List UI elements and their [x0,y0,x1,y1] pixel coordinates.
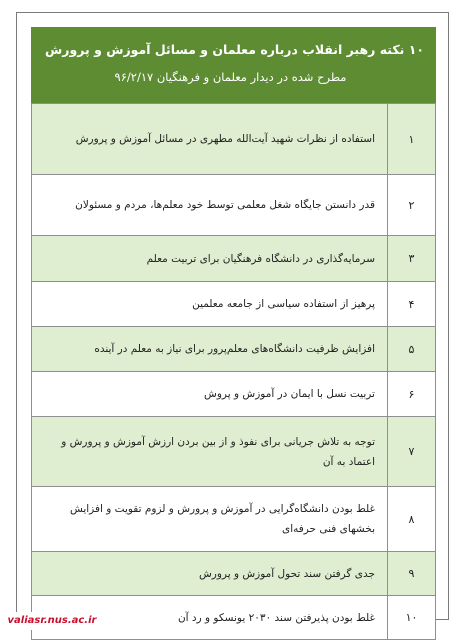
row-text: غلط بودن پذیرفتن سند ۲۰۳۰ یونسکو و رد آن [32,596,388,640]
points-table [31,103,436,640]
table-row [32,487,436,552]
row-text: پرهیز از استفاده سیاسی از جامعه معلمین [32,282,388,327]
row-number: ۶ [388,372,436,417]
page-title: ۱۰ نکته رهبر انقلاب درباره معلمان و مسائل آموزش و پرورش [45,42,424,57]
row-number: ۵ [388,327,436,372]
row-text: غلط بودن دانشگاه‌گرایی در آموزش و پرورش و لزوم تقویت و افزایش بخشهای فنی حرفه‌ای [32,487,388,552]
row-number: ۴ [388,282,436,327]
page-subtitle: مطرح شده در دیدار معلمان و فرهنگیان ۹۶/۲/۱۷ [114,70,347,84]
row-number: ۱۰ [388,596,436,640]
table-row [32,552,436,596]
source-watermark: valiasr.nus.ac.ir [2,612,102,630]
row-number: ۱ [388,104,436,175]
row-text: سرمایه‌گذاری در دانشگاه فرهنگیان برای تربیت معلم [32,236,388,282]
row-text: تربیت نسل با ایمان در آموزش و پروش [32,372,388,417]
table-header [31,27,436,103]
table-row [32,236,436,282]
row-text: توجه به تلاش جریانی برای نفوذ و از بین بردن ارزش آموزش و پرورش و اعتماد به آن [32,417,388,487]
row-text: افزایش ظرفیت دانشگاه‌های معلم‌پرور برای نیاز به معلم در آینده [32,327,388,372]
table-row [32,417,436,487]
table-row [32,282,436,327]
row-number: ۹ [388,552,436,596]
row-text: استفاده از نظرات شهید آیت‌الله مطهری در مسائل آموزش و پرورش [32,104,388,175]
row-text: جدی گرفتن سند تحول آموزش و پرورش [32,552,388,596]
row-text: قدر دانستن جایگاه شغل معلمی توسط خود معلم‌ها، مردم و مسئولان [32,175,388,236]
row-number: ۷ [388,417,436,487]
table-row [32,327,436,372]
row-number: ۳ [388,236,436,282]
row-number: ۸ [388,487,436,552]
table-row [32,175,436,236]
table-row [32,104,436,175]
table-row [32,372,436,417]
row-number: ۲ [388,175,436,236]
